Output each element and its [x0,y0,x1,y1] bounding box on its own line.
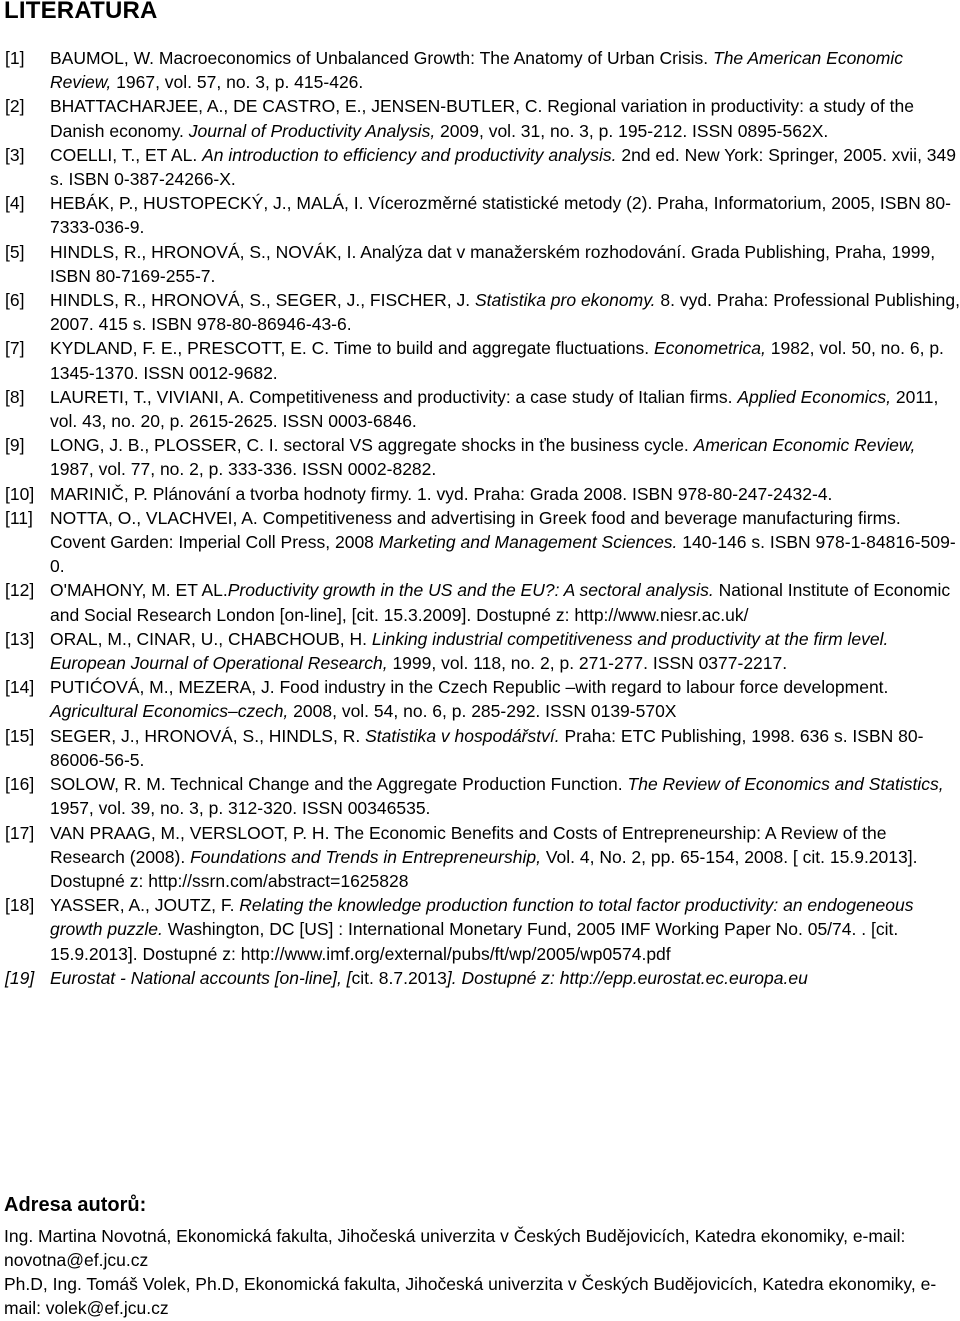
reference-text-part: Praha: ETC Publishing, 1998. 636 s. ISBN 80-86006-56-5. [50,725,924,770]
reference-text-part: An introduction to efficiency and productivity analysis. [202,144,617,165]
reference-text-part: 2011, vol. 43, no. 20, p. 2615-2625. ISSN 0003-6846. [50,386,939,432]
author-address [4,1224,954,1320]
reference-text-part: ORAL, M., CINAR, U., CHABCHOUB, H. [50,628,372,649]
reference-text-part: Agricultural Economics–czech, [50,701,289,722]
reference-text-part: 2008, vol. 54, no. 6, p. 285-292. ISSN 0139-570X [288,701,677,722]
reference-text-part: LAURETI, T., VIVIANI, A. Competitiveness and productivity: a case study of Italian firms. [50,386,738,407]
reference-text-part: Foundations and Trends in Entrepreneurship, [190,846,541,867]
reference-number: [9] [5,435,25,456]
reference-text-part: SEGER, J., HRONOVÁ, S., HINDLS, R. [50,725,366,746]
reference-text-part: 1982, vol. 50, no. 6, p. 1345-1370. ISSN 0012-9682. [50,338,944,383]
reference-number: [7] [5,338,25,359]
reference-number: [13] [5,628,35,649]
reference-number: [6] [5,290,25,311]
reference-text [50,336,960,384]
reference-number: [11] [5,507,33,528]
reference-item [0,482,960,506]
reference-number: [16] [5,774,35,795]
reference-text-part: Linking industrial competitiveness and productivity at the firm level. [371,628,889,649]
reference-text-part: COELLI, T., ET AL. [50,144,203,165]
reference-text-part: The Review of Economics and Statistics, [627,774,944,795]
reference-item [0,578,960,626]
reference-text [50,675,960,723]
reference-list [0,46,960,990]
reference-text [50,772,960,820]
reference-number: [10] [5,483,35,504]
reference-text-part: BHATTACHARJEE, A., DE CASTRO, E., JENSEN-BUTLER, C. Regional variation in productivity: a study of the Danish economy. [50,96,914,141]
reference-item [0,240,960,288]
reference-text-part: 140-146 s. ISBN 978-1-84816-509-0. [50,532,956,577]
reference-text-part: SOLOW, R. M. Technical Change and the Aggregate Production Function. [50,774,628,795]
reference-text-part: Vol. 4, No. 2, pp. 65-154, 2008. [ cit. 15.9.2013]. Dostupné z: http://ssrn.com/abstract=1625828 [50,846,918,891]
reference-text [50,433,960,481]
reference-text [50,191,960,239]
reference-item [0,46,960,94]
reference-item [0,675,960,723]
reference-text-part: 1987, vol. 77, no. 2, p. 333-336. ISSN 0002-8282. [50,459,437,480]
reference-text [50,578,960,626]
reference-text [50,46,960,94]
reference-number: [18] [5,895,35,916]
reference-text-part: YASSER, A., JOUTZ, F. [50,895,240,916]
reference-text-part: 2nd ed. New York: Springer, 2005. xvii, 349 s. ISBN 0-387-24266-X. [50,144,956,190]
reference-text-part: 1999, vol. 118, no. 2, p. 271-277. ISSN 0377-2217. [392,653,788,674]
author-address-line: Ing. Martina Novotná, Ekonomická fakulta, Jihočeská univerzita v Českých Budějovicích, Katedra ekonomiky, e-mail: novotna@ef.jcu.cz [4,1226,906,1270]
reference-item [0,191,960,239]
reference-text-part: Econometrica, [654,338,766,359]
reference-text-part: PUTIĆOVÁ, M., MEZERA, J. Food industry in the Czech Republic –with regard to labour force development. [50,677,889,698]
reference-text-part: American Economic Review, [693,435,916,456]
reference-text [50,143,960,191]
reference-item [0,772,960,820]
reference-text-part: Statistika pro ekonomy. [474,290,656,311]
address-heading: Adresa autorů: [4,1194,147,1216]
reference-text [50,288,960,336]
reference-item [0,385,960,433]
reference-item [0,288,960,336]
reference-text-part: NOTTA, O., VLACHVEI, A. Competitiveness and advertising in Greek food and beverage manufacturing firms. Covent Garden: Imperial Coll Press, 2008 [50,507,901,553]
reference-item [0,724,960,772]
reference-number: [19] [5,967,35,988]
reference-text-part: 1957, vol. 39, no. 3, p. 312-320. ISSN 00346535. [50,798,431,819]
reference-number: [12] [5,580,35,601]
reference-number: [8] [5,386,25,407]
reference-text-part: HEBÁK, P., HUSTOPECKÝ, J., MALÁ, I. Vícerozměrné statistické metody (2). Praha, Informatorium, 2005, ISBN 80-7333-036-9. [50,193,951,238]
reference-text-part: Washington, DC [US] : International Monetary Fund, 2005 IMF Working Paper No. 05/74. . [cit. 15.9.2013]. Dostupné z: http://www.imf.org/external/pubs/ft/wp/2005/wp0574.pdf [50,919,899,964]
reference-item [0,821,960,894]
reference-text-part: Marketing and Management Sciences. [378,532,678,553]
reference-number: [17] [5,822,35,843]
reference-number: [2] [5,96,25,117]
reference-text-part: European Journal of Operational Research, [50,653,393,674]
reference-text-part: 1967, vol. 57, no. 3, p. 415-426. [111,72,364,93]
reference-text-part: 2009, vol. 31, no. 3, p. 195-212. ISSN 0895-562X. [435,120,829,141]
reference-text-part: Statistika v hospodářství. [365,725,560,746]
reference-text [50,385,960,433]
reference-item [0,433,960,481]
reference-text-part: Applied Economics, [737,386,892,407]
reference-number: [5] [5,241,25,262]
reference-text-part: Journal of Productivity Analysis, [188,120,436,141]
reference-text [50,966,960,990]
reference-text-part: cit. 8.7.2013 [351,967,447,988]
reference-item [0,627,960,675]
reference-text [50,94,960,142]
reference-text [50,893,960,966]
reference-text-part: LONG, J. B., PLOSSER, C. I. sectoral VS aggregate shocks in ťhe business cycle. [50,435,694,456]
reference-text-part: VAN PRAAG, M., VERSLOOT, P. H. The Economic Benefits and Costs of Entrepreneurship: A Review of the Research (2008). [50,822,887,867]
reference-text-part: Eurostat - National accounts [on-line], [ [50,967,352,988]
author-address-line: Ph.D, Ing. Tomáš Volek, Ph.D, Ekonomická fakulta, Jihočeská univerzita v Českých Budějovicích, Katedra ekonomiky, e-mail: volek@ef.jcu.cz [4,1274,937,1318]
page-title: LITERATURA [4,0,158,24]
reference-number: [15] [5,725,35,746]
reference-text-part: KYDLAND, F. E., PRESCOTT, E. C. Time to build and aggregate fluctuations. [50,338,655,359]
reference-text-part: The American Economic Review, [50,48,903,93]
reference-text-part: BAUMOL, W. Macroeconomics of Unbalanced Growth: The Anatomy of Urban Crisis. [50,48,713,68]
reference-number: [4] [5,193,25,214]
reference-number: [1] [5,48,25,68]
reference-item [0,893,960,966]
reference-item [0,336,960,384]
reference-text-part: Relating the knowledge production function to total factor productivity: an endogeneous growth puzzle. [50,895,914,940]
reference-text-part: O'MAHONY, M. ET AL. [50,580,228,601]
reference-item [0,143,960,191]
reference-text [50,821,960,894]
reference-text-part: MARINIČ, P. Plánování a tvorba hodnoty firmy. 1. vyd. Praha: Grada 2008. ISBN 978-80-247-2432-4. [50,483,833,504]
reference-number: [3] [5,144,25,165]
reference-text-part: Productivity growth in the US and the EU?: A sectoral analysis. [227,580,714,601]
reference-item [0,94,960,142]
reference-text [50,506,960,579]
reference-text-part: 8. vyd. Praha: Professional Publishing, 2007. 415 s. ISBN 978-80-86946-43-6. [50,290,960,335]
reference-item [0,966,960,990]
reference-text [50,627,960,675]
reference-text [50,240,960,288]
reference-text-part: ]. Dostupné z: http://epp.eurostat.ec.europa.eu [446,967,808,988]
reference-number: [14] [5,677,35,698]
reference-text [50,724,960,772]
reference-text-part: HINDLS, R., HRONOVÁ, S., SEGER, J., FISCHER, J. [50,290,475,311]
reference-text-part: HINDLS, R., HRONOVÁ, S., NOVÁK, I. Analýza dat v manažerském rozhodování. Grada Publishing, Praha, 1999, ISBN 80-7169-255-7. [50,241,936,286]
reference-text-part: National Institute of Economic and Social Research London [on-line], [cit. 15.3.2009]. Dostupné z: http://www.niesr.ac.uk/ [50,580,951,625]
reference-item [0,506,960,579]
reference-text [50,482,960,506]
